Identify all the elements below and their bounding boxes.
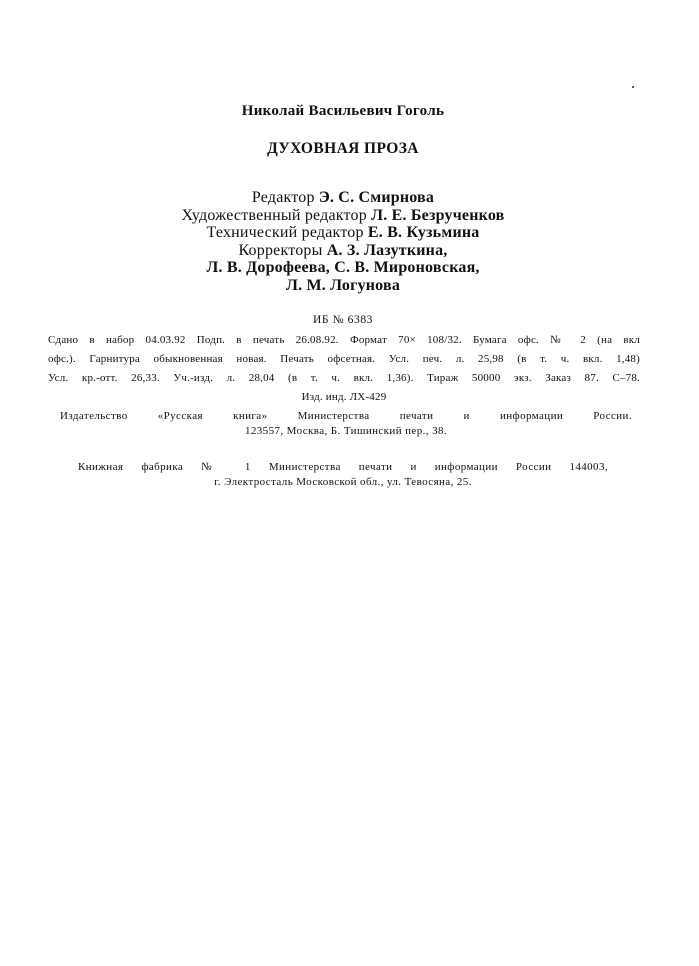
specs-line-1: Сдано в набор 04.03.92 Подп. в печать 26.08.92. Формат 70× 108/32. Бумага офс. № 2 (на вкл [48,334,640,346]
specs-line-3: Усл. кр.-отт. 26,33. Уч.-изд. л. 28,04 (в т. ч. вкл. 1,36). Тираж 50000 экз. Заказ 87. С–78. [48,372,640,384]
credit-tech-editor-role: Технический редактор [206,224,364,242]
credit-editor-name: Э. С. Смирнова [318,189,435,206]
credit-editor-role: Редактор [251,189,315,206]
publisher-line-1: Издательство «Русская книга» Министерства печати и информации России. [60,410,632,422]
credit-tech-editor [0,224,686,242]
credit-proofreaders-line2: Л. В. Дорофеева, С. В. Мироновская, [206,259,480,277]
specs-line-4: Изд. инд. ЛХ-429 [301,391,387,403]
credit-proofreaders-cont [0,259,686,277]
credit-proofreaders-role: Корректоры [238,241,323,259]
printer-info [78,460,608,490]
specs-line-2: офс.). Гарнитура обыкновенная новая. Печать офсетная. Усл. печ. л. 25,98 (в т. ч. вкл. 1,48) [48,353,640,365]
credit-tech-editor-name: Е. В. Кузьмина [367,224,480,242]
printer-line-2: г. Электросталь Московской обл., ул. Тевосяна, 25. [214,476,472,488]
publisher-info [60,409,632,439]
stray-dot [632,86,634,88]
credits-block [0,189,686,295]
credit-proofreaders-line1: А. З. Лазуткина, [326,241,448,259]
credit-proofreaders-cont2 [0,277,686,295]
author-name: Николай Васильевич Гоголь [241,103,445,119]
publisher-line-2: 123557, Москва, Б. Тишинский пер., 38. [244,425,448,437]
book-title: ДУХОВНАЯ ПРОЗА [267,140,419,157]
credit-art-editor-role: Художественный редактор [181,206,367,224]
printing-specs [48,331,640,407]
credit-proofreaders-line3: Л. М. Логунова [285,276,401,294]
ib-number: ИБ № 6383 [312,314,374,326]
printer-line-1: Книжная фабрика № 1 Министерства печати и информации России 144003, [78,461,608,473]
credit-art-editor [0,207,686,225]
credit-proofreaders [0,242,686,260]
credit-editor [0,189,686,207]
credit-art-editor-name: Л. Е. Безрученков [371,206,505,224]
